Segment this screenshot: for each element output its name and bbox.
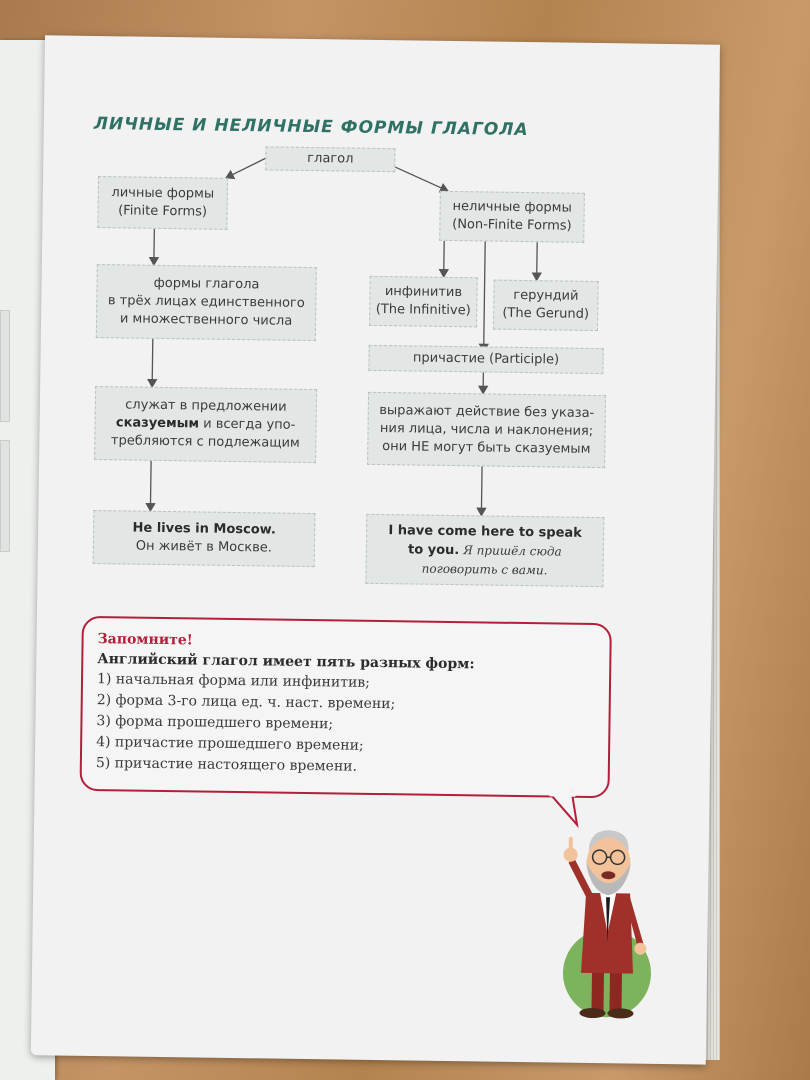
nonfinite-forms-ru: неличные формы xyxy=(452,198,572,216)
node-verb xyxy=(265,146,395,172)
nonfinite-use-line: они НЕ могут быть сказуемым xyxy=(382,438,591,457)
gerund-ru: герундий xyxy=(513,287,579,304)
finite-desc-line: формы глагола xyxy=(153,275,260,293)
node-participle xyxy=(368,345,603,374)
example-text: in Moscow. xyxy=(190,521,276,538)
finite-example-ru: Он живёт в Москве. xyxy=(135,538,273,556)
example-italic: поговорить с вами. xyxy=(421,561,548,577)
node-finite-usage xyxy=(94,386,317,463)
example-bold: to speak xyxy=(518,524,582,541)
finite-use-line: требляются с подлежащим xyxy=(110,433,300,451)
arrow-nonfinite-to-gerund xyxy=(537,242,538,280)
finite-desc-line: и множественного числа xyxy=(119,311,293,329)
page-title: ЛИЧНЫЕ И НЕЛИЧНЫЕ ФОРМЫ ГЛАГОЛА xyxy=(93,113,529,141)
gerund-en: (The Gerund) xyxy=(502,305,590,322)
node-nonfinite-usage xyxy=(367,392,606,468)
node-gerund xyxy=(493,280,599,331)
finite-example-en xyxy=(132,520,276,540)
remember-note xyxy=(79,616,611,798)
example-italic: Я пришёл сюда xyxy=(459,542,562,559)
note-item: 2) форма 3-го лица ед. ч. наст. времени; xyxy=(96,692,396,713)
infinitive-ru: инфинитив xyxy=(384,284,463,301)
finite-desc-line: в трёх лицах единственного xyxy=(107,293,305,311)
professor-mascot-illustration xyxy=(546,792,689,1034)
finite-use-bold: сказуемым xyxy=(115,415,200,432)
arrow-desc-to-use xyxy=(152,339,153,387)
arrow-root-to-finite xyxy=(226,158,265,179)
finite-forms-ru: личные формы xyxy=(111,185,215,202)
note-lead: Английский глагол имеет пять разных форм: xyxy=(97,651,475,673)
arrow-nonfinite-to-participle xyxy=(484,241,486,351)
note-item: 5) причастие настоящего времени. xyxy=(95,755,358,775)
arrow-nonfinite-to-infinitive xyxy=(444,241,445,277)
arrow-use-to-nonfinite-example xyxy=(481,466,482,515)
note-item: 4) причастие прошедшего времени; xyxy=(96,734,364,754)
node-nonfinite-forms xyxy=(439,191,585,243)
node-nonfinite-example xyxy=(365,514,604,587)
finite-use-line: служат в предложении xyxy=(125,397,287,415)
nonfinite-forms-en: (Non-Finite Forms) xyxy=(452,216,572,234)
nonfinite-use-line: ния лица, числа и наклонения; xyxy=(379,420,594,439)
infinitive-en: (The Infinitive) xyxy=(375,301,471,319)
example-bold: to you. xyxy=(407,541,460,558)
note-item: 1) начальная форма или инфинитив; xyxy=(96,671,371,691)
node-infinitive xyxy=(369,276,478,328)
page-strip xyxy=(0,310,10,422)
example-bold: lives xyxy=(156,520,191,537)
arrow-use-to-example xyxy=(150,461,151,511)
example-text: He xyxy=(132,520,157,536)
arrow-finite-to-desc xyxy=(154,229,155,265)
example-text: I have come here xyxy=(388,522,520,540)
node-verb-label: глагол xyxy=(307,150,354,167)
finite-use-rest: и всегда упо- xyxy=(198,416,296,433)
note-item: 3) форма прошедшего времени; xyxy=(96,713,334,733)
note-heading: Запомните! xyxy=(97,631,193,649)
arrow-root-to-nonfinite xyxy=(393,166,448,191)
textbook-page xyxy=(31,35,720,1064)
participle-label: причастие (Participle) xyxy=(412,350,560,368)
nonfinite-use-line: выражают действие без указа- xyxy=(379,402,595,421)
node-finite-forms xyxy=(97,176,228,230)
finite-forms-en: (Finite Forms) xyxy=(118,203,208,220)
page-strip xyxy=(0,440,10,552)
node-finite-description xyxy=(96,264,317,341)
node-finite-example xyxy=(93,510,316,567)
nonfinite-example-line2 xyxy=(408,540,562,561)
